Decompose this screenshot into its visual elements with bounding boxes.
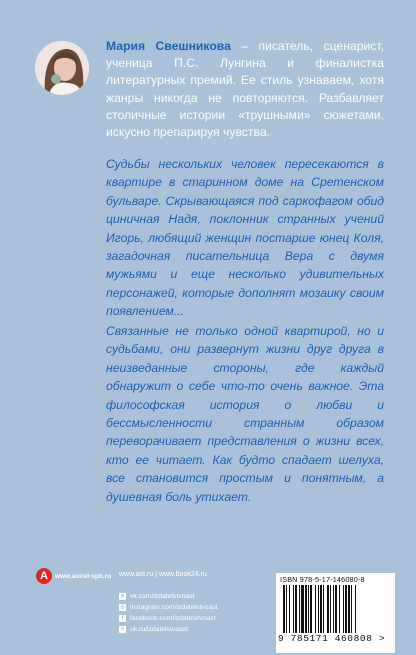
barcode-bar	[351, 585, 352, 633]
barcode-bar	[299, 585, 300, 633]
barcode-bar	[301, 585, 304, 633]
barcode-bar	[295, 585, 297, 633]
barcode-bar	[308, 585, 309, 633]
social-text: facebook.com/izdatelstvoast	[130, 615, 216, 622]
description-paragraph-1: Судьбы нескольких человек пересекаются в квартире в старинном доме на Сретенском бульваре. Скрывающаяся под саркофагом обид циничная Надя, поклонник странных учений Игорь, любящий женщин постарше юнец Коля, загадочная писательница Вера с двумя мужьями и еще несколько удивительных персонажей, которые дополнят мозаику своим появлением...	[106, 157, 384, 319]
barcode-bar	[305, 585, 307, 633]
barcode-bar	[343, 585, 344, 633]
barcode-bar	[330, 585, 331, 633]
social-text: vk.com/izdatelstvoast	[130, 593, 195, 600]
publisher-logo-icon: А	[36, 568, 52, 584]
barcode-bar	[345, 585, 347, 633]
instagram-icon: ◎	[120, 604, 125, 610]
author-bio-text: – писатель, сценарист, ученица П.С. Лунгина и финалистка литературных премий. Ее стиль узнаваем, хотя жанры никогда не повторяются. Разбавляет столичные истории «трушными» сюжетами, искусно препарируя чувства.	[106, 39, 384, 140]
publisher-logo	[36, 568, 111, 584]
barcode-bar	[327, 585, 329, 633]
vk-icon: в	[120, 593, 125, 599]
social-item-ok	[119, 624, 218, 635]
isbn-label: ISBN 978-5-17-146080-8	[280, 575, 365, 584]
barcode-bar	[318, 585, 319, 633]
publisher-sites: www.ast.ru | www.book24.ru	[119, 571, 207, 578]
social-links	[119, 591, 218, 635]
publisher-site: www.astrel-spb.ru	[55, 572, 112, 580]
barcode-digits: 9 785171 460808 >	[278, 633, 386, 644]
barcode-bar	[293, 585, 294, 633]
barcode-bar	[339, 585, 340, 633]
barcode-bar	[286, 585, 287, 633]
barcode-bar	[289, 585, 290, 633]
barcode-bar	[283, 585, 285, 633]
description-paragraph-2: Связанные не только одной квартирой, но и судьбами, они развернут жизни друг друга в неизведанные стороны, где каждый обнаружит о себе что-то очень важное. Эта философская история о любви и бессмысленности странным образом переворачивает представления о жизни всех, кто ее читает. Как будто спадает шелуха, все становится простым и понятным, а душевная боль утихает.	[106, 324, 384, 504]
barcode-bar	[323, 585, 324, 633]
barcode-bar	[333, 585, 334, 633]
social-item-facebook	[119, 613, 218, 624]
social-text: ok.ru/izdatelstvoast	[130, 626, 189, 633]
barcode-bars	[283, 585, 388, 635]
ok-icon: о	[120, 626, 125, 632]
author-name: Мария Свешникова	[106, 39, 231, 53]
social-item-instagram	[119, 602, 218, 613]
barcode-bar	[355, 585, 356, 633]
barcode-bar	[315, 585, 316, 633]
author-bio	[106, 38, 384, 141]
barcode-bar	[348, 585, 350, 633]
barcode-bar	[335, 585, 337, 633]
author-photo	[35, 41, 89, 95]
social-text: instagram.com/izdatelstvoast	[130, 604, 218, 611]
barcode-bar	[320, 585, 322, 633]
barcode-bar	[310, 585, 312, 633]
facebook-icon: f	[119, 615, 126, 622]
social-item-vk	[119, 591, 218, 602]
barcode	[276, 573, 395, 653]
